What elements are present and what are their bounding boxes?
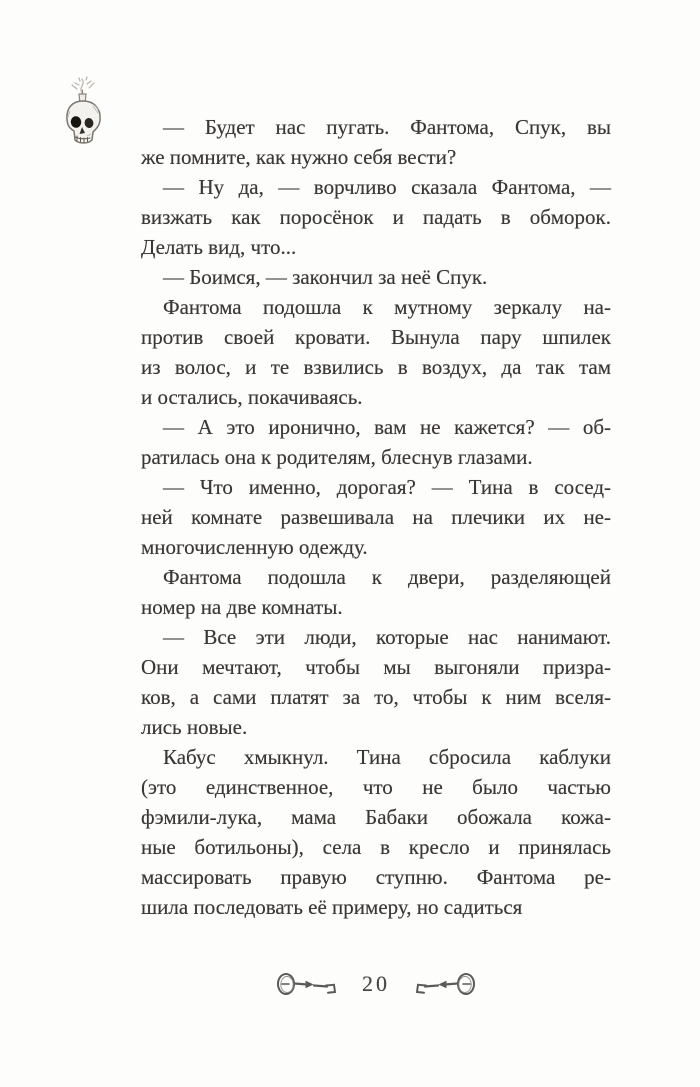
paragraph: [141, 562, 611, 622]
text-line: — Боимся, — закончил за неё Спук.: [163, 265, 488, 289]
text-line: массировать правую ступню. Фантома ре-: [141, 865, 611, 889]
text-line: фэмили-лука, мама Бабаки обожала кожа-: [141, 805, 611, 829]
text-line: же помните, как нужно себя вести?: [141, 145, 457, 169]
page-text: [141, 112, 611, 922]
text-line: — Будет нас пугать. Фантома, Спук, вы: [163, 115, 611, 139]
text-line: — Ну да, — ворчливо сказала Фантома, —: [163, 175, 611, 199]
text-line: ратилась она к родителям, блеснув глазами.: [141, 445, 533, 469]
text-line: Кабус хмыкнул. Тина сбросила каблуки: [163, 745, 611, 769]
text-line: ные ботильоны), села в кресло и принялась: [141, 835, 611, 859]
paragraph: [141, 742, 611, 922]
text-line: и остались, покачиваясь.: [141, 385, 363, 409]
paragraph: [141, 172, 611, 262]
paragraph: [141, 412, 611, 472]
text-line: многочисленную одежду.: [141, 535, 368, 559]
text-line: Делать вид, что...: [141, 235, 297, 259]
text-line: ней комнате развешивала на плечики их не-: [141, 505, 611, 529]
paragraph: [141, 472, 611, 562]
paragraph: [141, 112, 611, 172]
text-line: — А это иронично, вам не кажется? — об-: [163, 415, 611, 439]
key-left-icon: [276, 971, 338, 997]
page-footer: [141, 963, 611, 1005]
text-line: — Что именно, дорогая? — Тина в сосед-: [163, 475, 611, 499]
skull-candle-icon: [58, 76, 110, 152]
paragraph: [141, 292, 611, 412]
text-line: номер на две комнаты.: [141, 595, 343, 619]
text-line: Фантома подошла к мутному зеркалу на-: [163, 295, 611, 319]
text-line: лись новые.: [141, 715, 248, 739]
text-line: из волос, и те взвились в воздух, да так там: [141, 355, 611, 379]
text-line: — Все эти люди, которые нас нанимают.: [163, 625, 611, 649]
paragraph: [141, 622, 611, 742]
page-number: 20: [362, 971, 390, 996]
text-line: Фантома подошла к двери, разделяющей: [163, 565, 611, 589]
text-line: ков, а сами платят за то, чтобы к ним вселя-: [141, 685, 611, 709]
text-line: против своей кровати. Вынула пару шпилек: [141, 325, 611, 349]
text-line: визжать как поросёнок и падать в обморок.: [141, 205, 611, 229]
key-right-icon: [414, 971, 476, 997]
paragraph: [141, 262, 611, 292]
text-line: Они мечтают, чтобы мы выгоняли призра-: [141, 655, 611, 679]
text-line: (это единственное, что не было частью: [141, 775, 611, 799]
text-line: шила последовать её примеру, но садиться: [141, 895, 523, 919]
